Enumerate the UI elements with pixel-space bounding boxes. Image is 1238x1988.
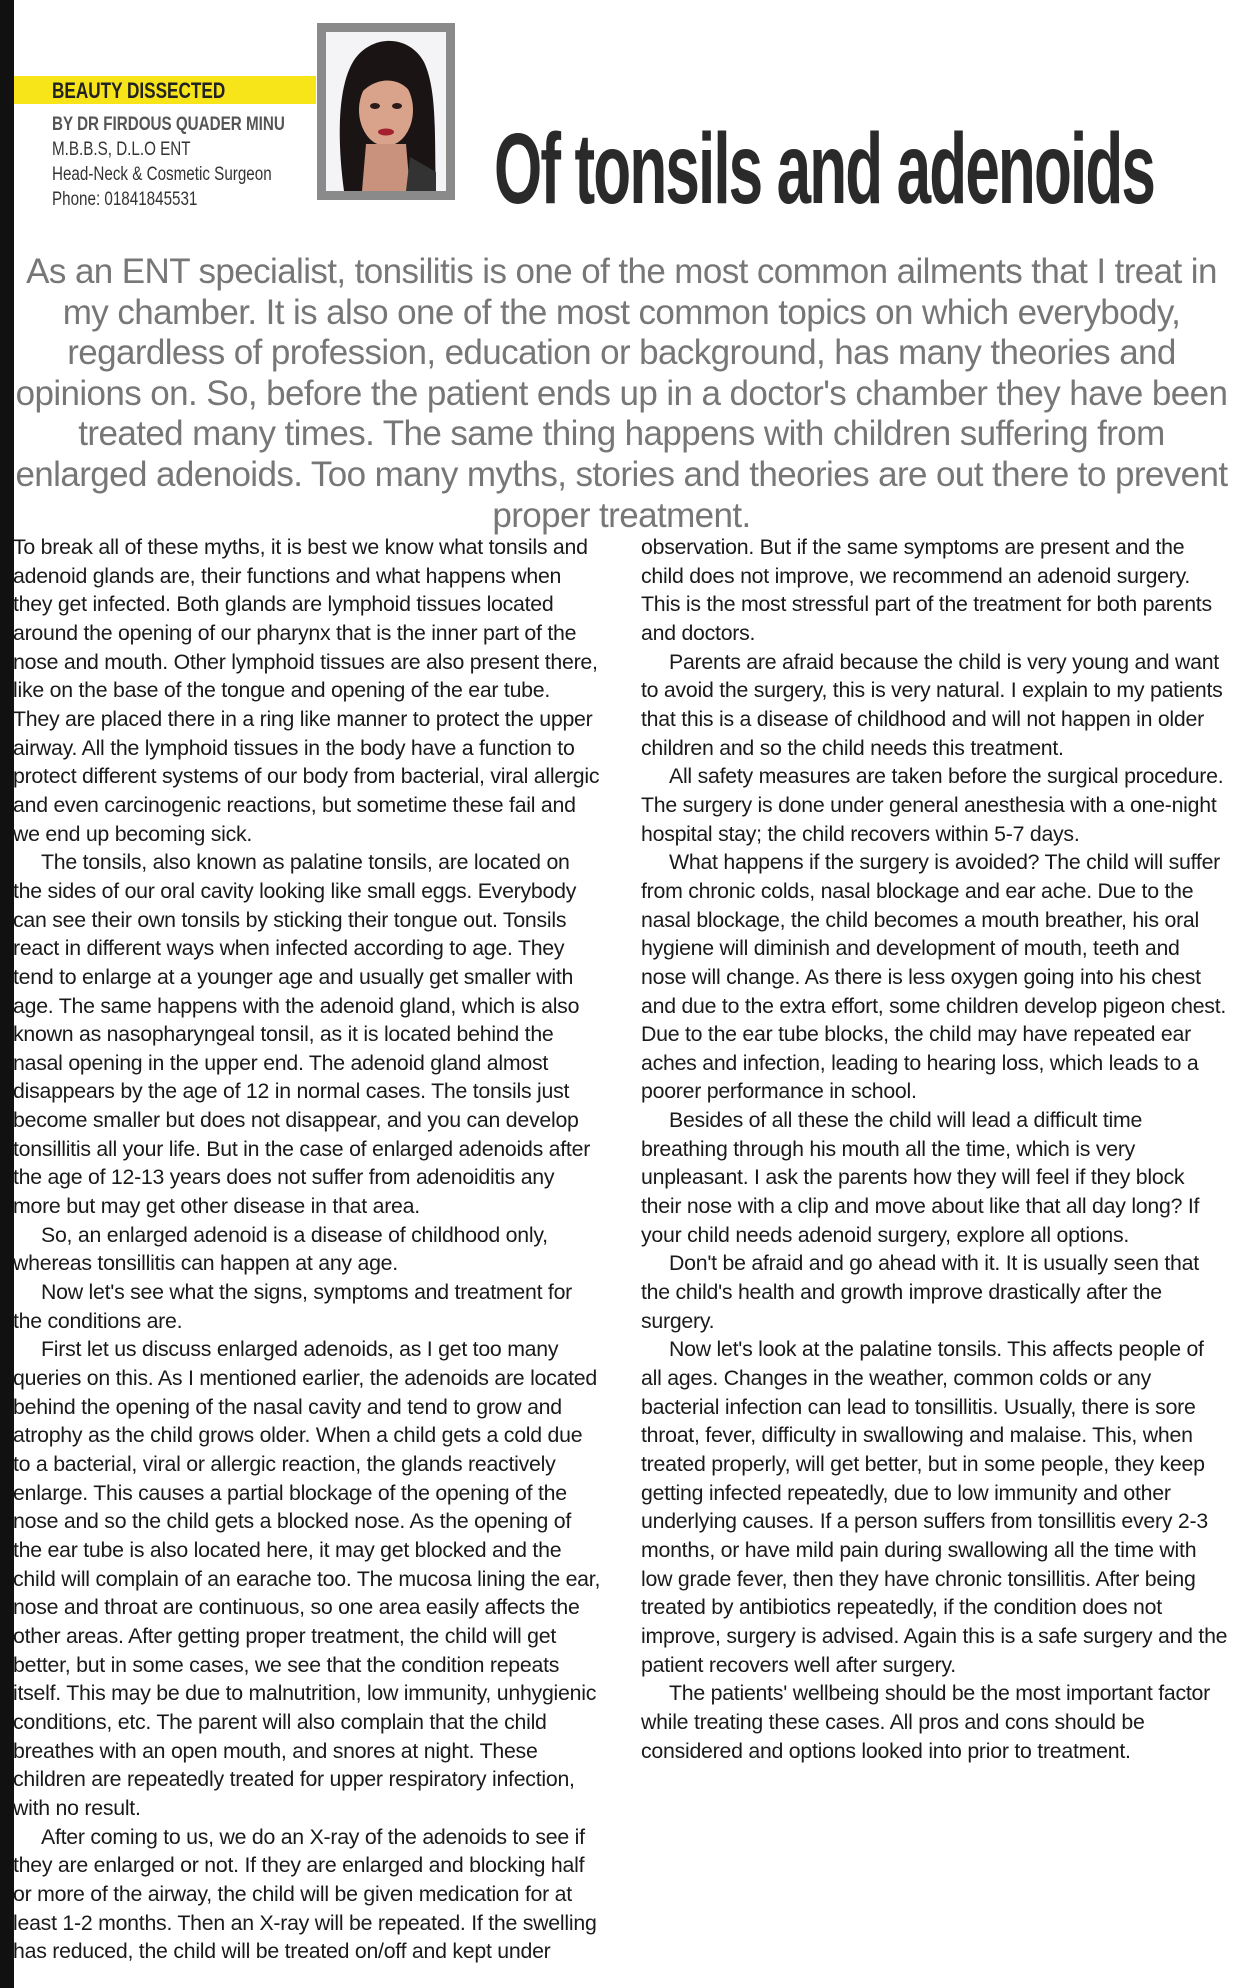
author-info	[52, 112, 285, 212]
author-degrees: M.B.B.S, D.L.O ENT	[52, 139, 191, 160]
author-photo	[317, 23, 455, 200]
section-banner	[14, 76, 316, 104]
author-phone: Phone: 01841845531	[52, 189, 198, 210]
paragraph: Now let's look at the palatine tonsils. This affects people of all ages. Changes in the weather, common colds or any bacterial infection can lead to tonsillitis. Usually, there is sore throat, fever, difficulty in swallowing and malaise. This, when treated properly, will get better, but in some people, they keep getting infected repeatedly, due to low immunity and other underlying causes. If a person suffers from tonsillitis every 2-3 months, or have mild pain during swallowing all the time with low grade fever, then they have chronic tonsillitis. After being treated by antibiotics repeatedly, if the condition does not improve, surgery is advised. Again this is a safe surgery and the patient recovers well after surgery.	[641, 1337, 1228, 1677]
author-role: Head-Neck & Cosmetic Surgeon	[52, 164, 272, 185]
headline: Of tonsils and adenoids	[494, 113, 1154, 225]
article-body	[13, 533, 1229, 1973]
paragraph: Now let's see what the signs, symptoms and treatment for the conditions are.	[13, 1280, 573, 1333]
paragraph: The patients' wellbeing should be the most important factor while treating these cases. All pros and cons should be considered and options looked into prior to treatment.	[641, 1681, 1210, 1763]
paragraph: After coming to us, we do an X-ray of the adenoids to see if they are enlarged or not. If they are enlarged and blocking half or more of the airway, the child will be given medication for at least 1-2 months. Then an X-ray will be repeated. If the swelling has reduced, the child will be treated on/off and kept under observation. But if the same symptoms are present and the child does not improve, we recommend an adenoid surgery. This is the most stressful part of the treatment for both parents and doctors.	[13, 535, 1212, 1964]
intro-standfirst: As an ENT specialist, tonsilitis is one of the most common ailments that I treat in my chamber. It is also one of the most common topics on which everybody, regardless of profession, education or background, has many theories and opinions on. So, before the patient ends up in a doctor's chamber they have been treated many times. The same thing happens with children suffering from enlarged adenoids. Too many myths, stories and theories are out there to prevent proper treatment.	[15, 252, 1228, 535]
paragraph: Don't be afraid and go ahead with it. It is usually seen that the child's health and growth improve drastically after the surgery.	[641, 1251, 1199, 1333]
paragraph: The tonsils, also known as palatine tonsils, are located on the sides of our oral cavity looking like small eggs. Everybody can see their own tonsils by sticking their tongue out. Tonsils react in different ways when infected according to age. They tend to enlarge at a younger age and usually get smaller with age. The same happens with the adenoid gland, which is also known as nasopharyngeal tonsil, as it is located behind the nasal opening in the upper end. The adenoid gland almost disappears by the age of 12 in normal cases. The tonsils just become smaller but does not disappear, and you can develop tonsillitis all your life. But in the case of enlarged adenoids after the age of 12-13 years does not suffer from adenoiditis any more but may get other disease in that area.	[13, 850, 591, 1219]
paragraph: So, an enlarged adenoid is a disease of childhood only, whereas tonsillitis can happen at any age.	[13, 1222, 548, 1276]
paragraph: Besides of all these the child will lead a difficult time breathing through his mouth all the time, which is very unpleasant. I ask the parents how they will feel if they block their nose with a clip and move about like that all day long? If your child needs adenoid surgery, explore all options.	[641, 1108, 1200, 1247]
paragraph: Parents are afraid because the child is very young and want to avoid the surgery, this is very natural. I explain to my patients that this is a disease of childhood and will not happen in older children and so the child needs this treatment.	[641, 649, 1223, 760]
paragraph: All safety measures are taken before the surgical procedure. The surgery is done under general anesthesia with a one-night hospital stay; the child recovers within 5-7 days.	[641, 764, 1224, 846]
paragraph: What happens if the surgery is avoided? The child will suffer from chronic colds, nasal blockage and ear ache. Due to the nasal blockage, the child becomes a mouth breather, his oral hygiene will diminish and development of mouth, teeth and nose will change. As there is less oxygen going into his chest and due to the extra effort, some children develop pigeon chest. Due to the ear tube blocks, the child may have repeated ear aches and infection, leading to hearing loss, which leads to a poorer performance in school.	[641, 850, 1227, 1104]
page-edge-bar	[0, 0, 14, 1988]
author-byline: BY DR FIRDOUS QUADER MINU	[52, 114, 285, 135]
paragraph: First let us discuss enlarged adenoids, as I get too many queries on this. As I mentioned earlier, the adenoids are located behind the opening of the nasal cavity and tend to grow and atrophy as the child grows older. When a child gets a cold due to a bacterial, viral or allergic reaction, the glands reactively enlarge. This causes a partial blockage of the opening of the nose and so the child gets a blocked nose. As the opening of the ear tube is also located here, it may get blocked and the child will complain of an earache too. The mucosa lining the ear, nose and throat are continuous, so one area easily affects the other areas. After getting proper treatment, the child will get better, but in some cases, we see that the condition repeats itself. This may be due to malnutrition, low immunity, unhygienic conditions, etc. The parent will also complain that the child breathes with an open mouth, and snores at night. These children are repeatedly treated for upper respiratory infection, with no result.	[13, 1337, 601, 1820]
section-label: BEAUTY DISSECTED	[52, 78, 226, 103]
paragraph: To break all of these myths, it is best we know what tonsils and adenoid glands are, their functions and what happens when they get infected. Both glands are lymphoid tissues located around the opening of our pharynx that is the inner part of the nose and mouth. Other lymphoid tissues are also present there, like on the base of the tongue and opening of the ear tube. They are placed there in a ring like manner to protect the upper airway. All the lymphoid tissues in the body have a function to protect different systems of our body from bacterial, viral allergic and even carcinogenic reactions, but sometime these fail and we end up becoming sick.	[13, 535, 600, 846]
